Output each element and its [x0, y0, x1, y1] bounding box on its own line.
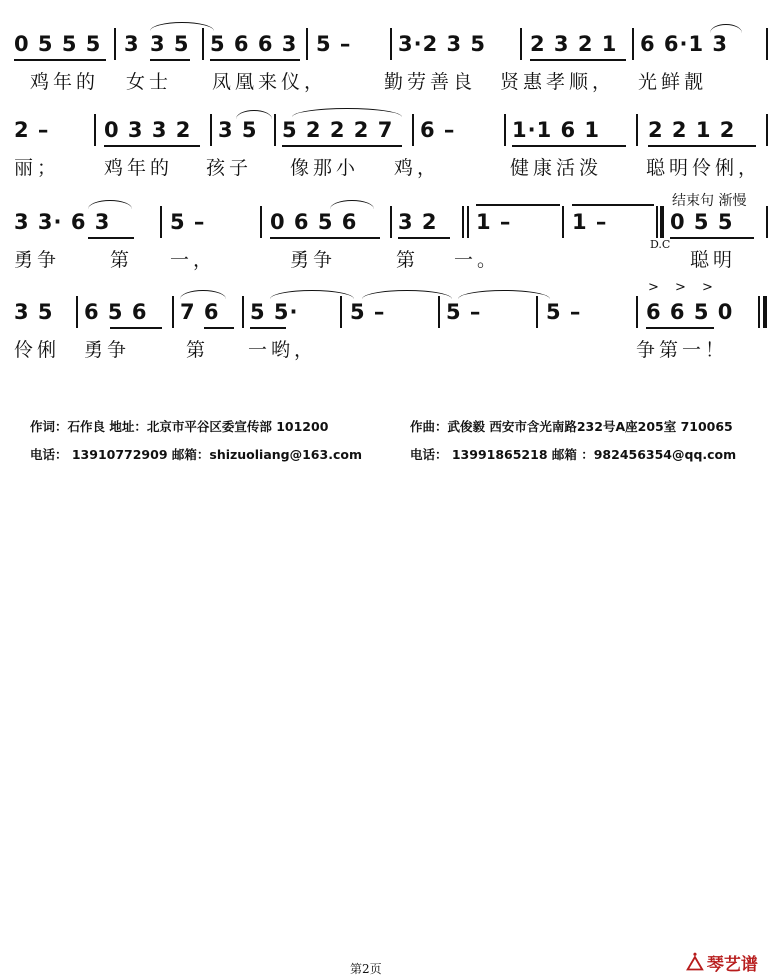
- note-group: 5 –: [170, 210, 206, 234]
- note-group: 3 5: [218, 118, 258, 142]
- lyric: 鸡年的: [30, 71, 100, 93]
- lyric: 孩子: [206, 157, 253, 179]
- note-group: 5 –: [350, 300, 386, 324]
- lyric: 勇争: [290, 249, 337, 271]
- note-group: 5 –: [316, 32, 352, 56]
- lyric: 凤凰来仪，: [212, 71, 328, 93]
- beam: [512, 145, 626, 147]
- lyric: 第: [110, 249, 134, 271]
- note-group: 1·1 6 1: [512, 118, 601, 142]
- bar-line: [260, 206, 262, 238]
- composer-contact: 电话： 13991865218 邮箱 ：982456354@qq.com: [410, 447, 737, 462]
- lyric: 鸡年的: [104, 157, 174, 179]
- bar-line: [202, 28, 204, 60]
- beam: [110, 327, 162, 329]
- slur: [292, 108, 402, 117]
- lyricist-credit: 作词：石作良 地址：北京市平谷区委宣传部 101200: [30, 419, 329, 434]
- bar-line: [766, 206, 768, 238]
- bar-line: [504, 114, 506, 146]
- lyric: 第: [186, 339, 210, 361]
- note-group: 5 –: [446, 300, 482, 324]
- tie: [362, 290, 452, 299]
- accent-marks: > > >: [648, 280, 719, 295]
- bar-line: [656, 206, 658, 238]
- lyric: 女士: [126, 71, 173, 93]
- lyric: 第: [396, 249, 420, 271]
- note-group: 5 5·: [250, 300, 299, 324]
- beam: [210, 59, 300, 61]
- note-group: 3 2: [398, 210, 438, 234]
- bar-line: [412, 114, 414, 146]
- bar-line: [114, 28, 116, 60]
- logo-icon: ⧊: [686, 951, 704, 975]
- note-group: 5 –: [546, 300, 582, 324]
- note-group: 6 5 6: [84, 300, 148, 324]
- lyricist-contact: 电话： 13910772909 邮箱：shizuoliang@163.com: [30, 447, 362, 462]
- system-4-notes: [0, 294, 780, 334]
- beam: [648, 145, 756, 147]
- lyric: 丽；: [14, 157, 61, 179]
- bar-line: [160, 206, 162, 238]
- bar-line: [766, 28, 768, 60]
- note-group: 2 3 2 1: [530, 32, 618, 56]
- system-3-lyrics: [0, 248, 780, 278]
- composer-credit: 作曲：武俊毅 西安市含光南路232号A座205室 710065: [410, 419, 733, 434]
- system-1-lyrics: [0, 70, 780, 100]
- bar-line-thick: [763, 296, 767, 328]
- lyric: 聪明伶俐，: [646, 157, 762, 179]
- lyric: 贤惠孝顺，: [500, 71, 616, 93]
- bar-line: [76, 296, 78, 328]
- beam: [282, 145, 402, 147]
- bar-line: [274, 114, 276, 146]
- slur: [88, 200, 132, 209]
- beam: [204, 327, 234, 329]
- note-group: 6 6 5 0: [646, 300, 734, 324]
- note-group: 3 5: [150, 32, 190, 56]
- bar-line: [438, 296, 440, 328]
- note-group: 3: [124, 32, 140, 56]
- note-group: 1 –: [572, 210, 608, 234]
- slur: [150, 22, 214, 31]
- beam: [104, 145, 200, 147]
- beam: [646, 327, 714, 329]
- note-group: 0 3 3 2: [104, 118, 192, 142]
- lyric: 聪明: [690, 249, 737, 271]
- site-logo[interactable]: [686, 950, 758, 975]
- note-group: 3 5: [14, 300, 54, 324]
- note-group: 2 –: [14, 118, 50, 142]
- note-group: 5 6 6 3: [210, 32, 298, 56]
- lyric: 伶俐: [14, 339, 61, 361]
- note-group: 5 2 2 2 7: [282, 118, 394, 142]
- lyric: 健康活泼: [510, 157, 603, 179]
- beam: [150, 59, 190, 61]
- bar-line: [390, 206, 392, 238]
- note-group: 6 6·1 3: [640, 32, 729, 56]
- system-1-notes: [0, 26, 780, 66]
- bar-line: [766, 114, 768, 146]
- lyric: 一哟，: [248, 339, 318, 361]
- page-number: 第2页: [350, 962, 382, 976]
- bar-line: [172, 296, 174, 328]
- note-group: 2 2 1 2: [648, 118, 736, 142]
- da-capo-mark: D.C: [650, 238, 671, 251]
- note-group: 0 6 5 6: [270, 210, 358, 234]
- slur: [236, 110, 272, 119]
- system-2-notes: [0, 112, 780, 152]
- bar-line: [758, 296, 760, 328]
- bar-line: [636, 296, 638, 328]
- bar-line: [306, 28, 308, 60]
- lyric: 一，: [170, 249, 217, 271]
- beam: [670, 237, 754, 239]
- system-2-lyrics: [0, 156, 780, 186]
- bar-line: [520, 28, 522, 60]
- lyric: 一。: [454, 249, 501, 271]
- slur: [710, 24, 742, 33]
- slur: [180, 290, 226, 299]
- bar-line: [94, 114, 96, 146]
- lyric: 像那小: [290, 157, 360, 179]
- tie: [458, 290, 550, 299]
- bar-line: [210, 114, 212, 146]
- note-group: 0 5 5: [670, 210, 734, 234]
- tie: [270, 290, 354, 299]
- note-group: 0 5 5 5: [14, 32, 102, 56]
- beam: [530, 59, 626, 61]
- lyric: 争第一！: [636, 339, 729, 361]
- bar-line: [467, 206, 469, 238]
- ending-annotation: 结束句 渐慢: [672, 193, 747, 209]
- lyric: 勤劳善良: [384, 71, 477, 93]
- bar-line: [390, 28, 392, 60]
- lyric: 勇争: [84, 339, 131, 361]
- beam: [270, 237, 380, 239]
- logo-text: 琴艺谱: [706, 955, 758, 975]
- volta-bracket: [476, 204, 560, 206]
- volta-bracket: [572, 204, 654, 206]
- beam: [250, 327, 286, 329]
- system-4-lyrics: [0, 338, 780, 368]
- bar-line: [636, 114, 638, 146]
- bar-line: [462, 206, 464, 238]
- lyric: 鸡，: [394, 157, 441, 179]
- beam: [14, 59, 106, 61]
- note-group: 7 6: [180, 300, 220, 324]
- bar-line-thick: [660, 206, 664, 238]
- slur: [330, 200, 374, 209]
- note-group: 6 –: [420, 118, 456, 142]
- beam: [398, 237, 450, 239]
- lyric: 勇争: [14, 249, 61, 271]
- beam: [88, 237, 134, 239]
- bar-line: [340, 296, 342, 328]
- note-group: 3·2 3 5: [398, 32, 487, 56]
- note-group: 3 3· 6 3: [14, 210, 111, 234]
- bar-line: [242, 296, 244, 328]
- lyric: 光鲜靓: [638, 71, 708, 93]
- bar-line: [562, 206, 564, 238]
- bar-line: [536, 296, 538, 328]
- bar-line: [632, 28, 634, 60]
- note-group: 1 –: [476, 210, 512, 234]
